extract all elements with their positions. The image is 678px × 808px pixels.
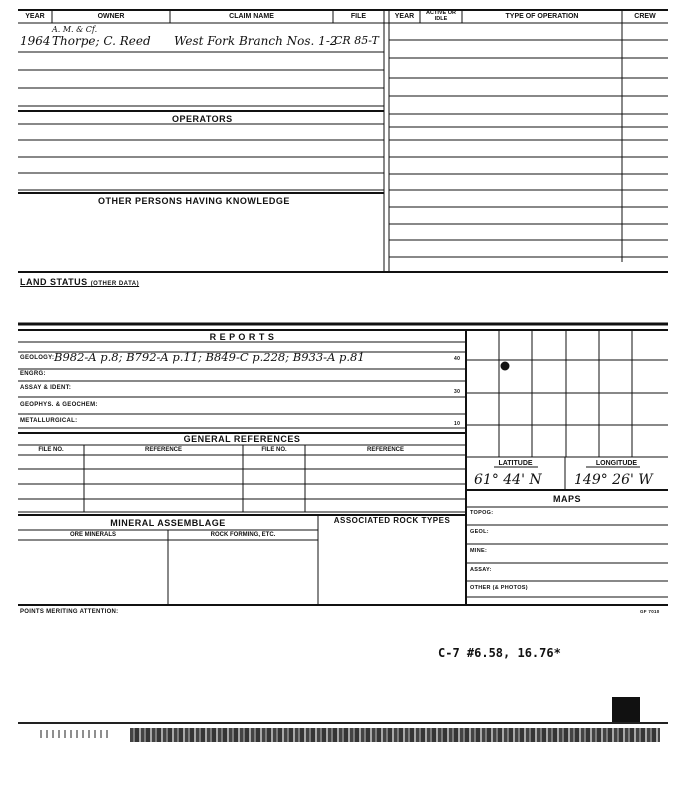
maps-mine: MINE:	[470, 548, 488, 554]
geophys-label: GEOPHYS. & GEOCHEM:	[20, 402, 98, 408]
header-owner: OWNER	[97, 13, 125, 20]
mineral-assemblage-title: MINERAL ASSEMBLAGE	[110, 518, 226, 528]
location-dot	[501, 362, 510, 371]
maps-topog: TOPOG:	[470, 510, 494, 516]
latitude-value: 61° 44' N	[474, 472, 542, 488]
metallurgical-num: 10	[454, 421, 461, 427]
ref-reference-2: REFERENCE	[366, 447, 404, 453]
land-status-title	[20, 277, 139, 287]
header-type-of-operation: TYPE OF OPERATION	[505, 13, 579, 20]
ref-file-no-2: FILE NO.	[261, 447, 287, 453]
metallurgical-label: METALLURGICAL:	[20, 418, 78, 424]
scan-noise-band	[130, 728, 660, 742]
entry-claim-name: West Fork Branch Nos. 1-2	[174, 34, 338, 48]
maps-assay: ASSAY:	[470, 567, 492, 573]
assay-num: 30	[454, 389, 461, 395]
maps-geol: GEOL:	[470, 529, 489, 535]
geology-num: 40	[454, 356, 461, 362]
maps-title: MAPS	[552, 494, 581, 504]
other-persons-title: OTHER PERSONS HAVING KNOWLEDGE	[98, 196, 290, 206]
scan-marker-block	[612, 697, 640, 723]
ore-minerals-header: ORE MINERALS	[69, 532, 116, 538]
land-status-label: LAND STATUS	[20, 277, 88, 287]
associated-rock-types-title: ASSOCIATED ROCK TYPES	[333, 516, 451, 525]
scan-noise-left	[40, 730, 110, 738]
header-crew: CREW	[634, 13, 656, 20]
ref-file-no-1: FILE NO.	[38, 447, 64, 453]
operators-title: OPERATORS	[172, 114, 233, 124]
land-status-sub: (OTHER DATA)	[90, 281, 140, 287]
latitude-label: LATITUDE	[498, 460, 533, 467]
entry-file: CR 85-T	[334, 34, 379, 47]
ref-reference-1: REFERENCE	[144, 447, 182, 453]
general-references-title: GENERAL REFERENCES	[183, 434, 301, 444]
catalog-code: C-7 #6.58, 16.76*	[438, 646, 561, 660]
assay-label: ASSAY & IDENT:	[20, 385, 72, 391]
points-meriting-attention: POINTS MERITING ATTENTION:	[20, 609, 119, 615]
header-active-idle: ACTIVE OR IDLE	[426, 10, 456, 22]
entry-owner-superscript: A. M. & Cf.	[52, 25, 98, 34]
longitude-value: 149° 26' W	[574, 472, 653, 488]
header-year: YEAR	[25, 13, 45, 20]
header-file: FILE	[350, 13, 367, 20]
entry-year: 1964	[20, 34, 51, 48]
scan-edge-line	[18, 722, 668, 724]
geology-value: B982-A p.8; B792-A p.11; B849-C p.228; B933-A p.81	[54, 350, 365, 364]
longitude-label: LONGITUDE	[595, 460, 638, 467]
entry-owner: Thorpe; C. Reed	[52, 34, 151, 48]
header-claim-name: CLAIM NAME	[229, 13, 274, 20]
header-year-right: YEAR	[394, 13, 415, 20]
reports-title: R E P O R T S	[209, 332, 275, 342]
maps-other: OTHER (& PHOTOS)	[470, 585, 528, 591]
form-number: GF 7010	[640, 609, 660, 614]
rock-forming-header: ROCK FORMING, ETC.	[210, 532, 276, 538]
engrg-label: ENGRG:	[20, 371, 46, 377]
geology-label: GEOLOGY:	[20, 355, 55, 361]
